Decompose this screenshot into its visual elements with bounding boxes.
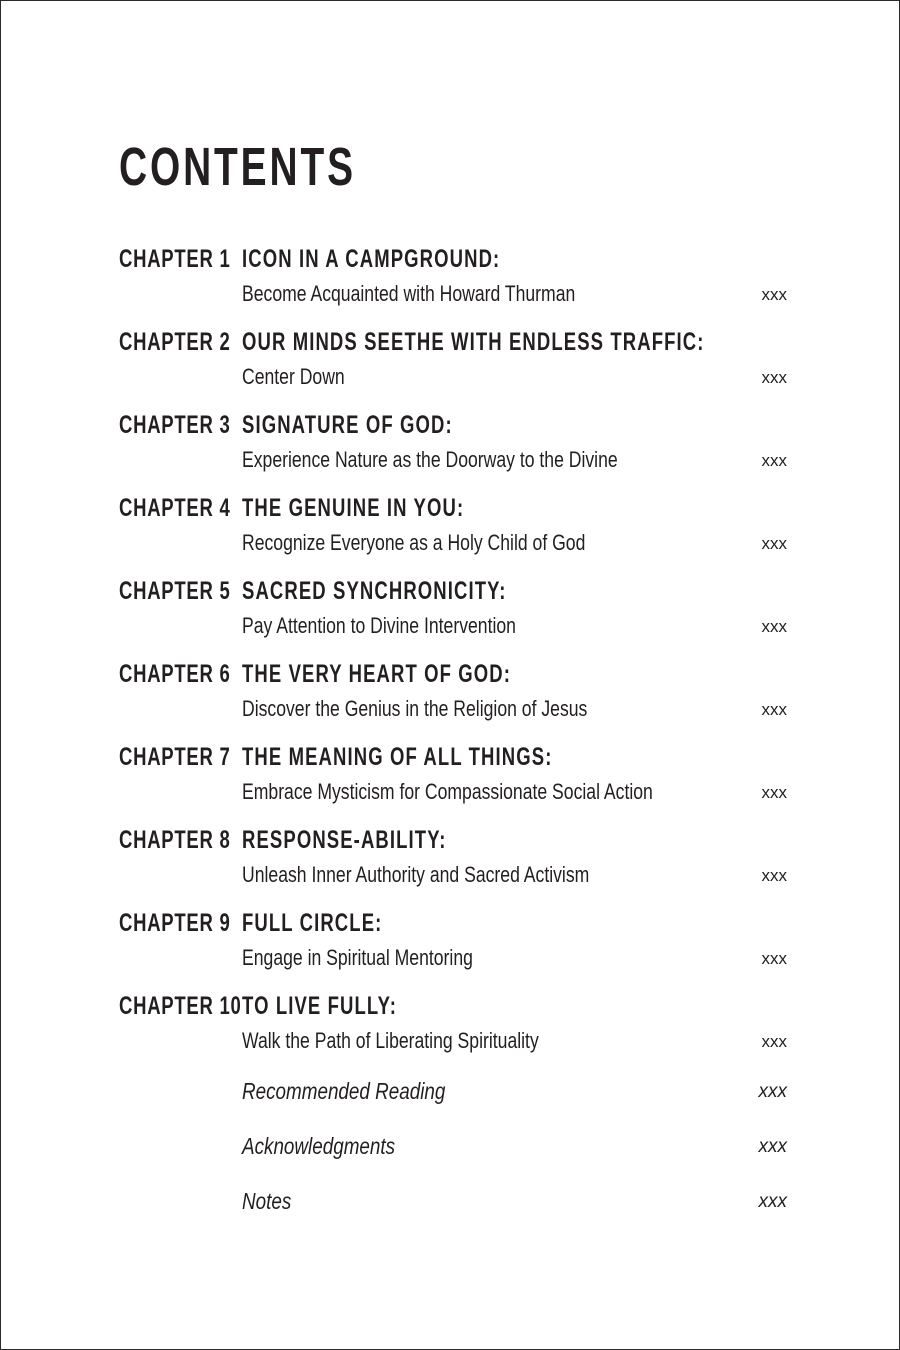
chapter-subtitle: Experience Nature as the Doorway to the Divine xyxy=(242,447,618,472)
toc-entry-chapter-4 xyxy=(119,492,791,575)
page-number: xxx xyxy=(758,1191,787,1212)
page-number: xxx xyxy=(761,534,787,553)
chapter-number: CHAPTER 9 xyxy=(119,909,231,937)
chapter-subtitle: Center Down xyxy=(242,364,345,389)
chapter-subtitle: Engage in Spiritual Mentoring xyxy=(242,945,473,970)
chapter-number: CHAPTER 3 xyxy=(119,411,231,439)
chapter-number: CHAPTER 5 xyxy=(119,577,231,605)
toc-entry-chapter-8 xyxy=(119,824,791,907)
toc-entry-chapter-3 xyxy=(119,409,791,492)
chapter-number: CHAPTER 1 xyxy=(119,245,231,273)
back-matter-title: Recommended Reading xyxy=(242,1078,446,1104)
toc-entry-chapter-10 xyxy=(119,990,791,1073)
chapter-title: RESPONSE-ABILITY: xyxy=(242,826,447,854)
chapter-number: CHAPTER 7 xyxy=(119,743,231,771)
back-matter-title: Notes xyxy=(242,1188,292,1214)
page-title: CONTENTS xyxy=(119,137,356,197)
page-number: xxx xyxy=(758,1136,787,1157)
chapter-title: FULL CIRCLE: xyxy=(242,909,383,937)
chapter-subtitle: Embrace Mysticism for Compassionate Social Action xyxy=(242,779,653,804)
toc-entry-chapter-5 xyxy=(119,575,791,658)
page-number: xxx xyxy=(761,949,787,968)
table-of-contents xyxy=(119,243,791,1241)
chapter-title: THE MEANING OF ALL THINGS: xyxy=(242,743,553,771)
toc-entry-recommended-reading xyxy=(119,1076,791,1131)
toc-entry-chapter-1 xyxy=(119,243,791,326)
chapter-number: CHAPTER 8 xyxy=(119,826,231,854)
toc-entry-chapter-6 xyxy=(119,658,791,741)
chapter-title: OUR MINDS SEETHE WITH ENDLESS TRAFFIC: xyxy=(242,328,705,356)
chapter-title: THE GENUINE IN YOU: xyxy=(242,494,465,522)
chapter-subtitle: Pay Attention to Divine Intervention xyxy=(242,613,516,638)
page-number: xxx xyxy=(758,1081,787,1102)
chapter-number: CHAPTER 2 xyxy=(119,328,231,356)
chapter-title: TO LIVE FULLY: xyxy=(242,992,397,1020)
page-number: xxx xyxy=(761,285,787,304)
chapter-number: CHAPTER 6 xyxy=(119,660,231,688)
page-number: xxx xyxy=(761,451,787,470)
chapter-title: SIGNATURE OF GOD: xyxy=(242,411,453,439)
chapter-title: SACRED SYNCHRONICITY: xyxy=(242,577,507,605)
back-matter-title: Acknowledgments xyxy=(242,1133,396,1159)
toc-entry-chapter-2 xyxy=(119,326,791,409)
chapter-number: CHAPTER 10 xyxy=(119,992,242,1020)
page-number: xxx xyxy=(761,866,787,885)
page-number: xxx xyxy=(761,783,787,802)
chapter-title: ICON IN A CAMPGROUND: xyxy=(242,245,501,273)
page-number: xxx xyxy=(761,700,787,719)
chapter-subtitle: Recognize Everyone as a Holy Child of God xyxy=(242,530,586,555)
toc-entry-chapter-9 xyxy=(119,907,791,990)
chapter-title: THE VERY HEART OF GOD: xyxy=(242,660,512,688)
page-number: xxx xyxy=(761,368,787,387)
page-number: xxx xyxy=(761,1032,787,1051)
chapter-subtitle: Discover the Genius in the Religion of Jesus xyxy=(242,696,588,721)
page-number: xxx xyxy=(761,617,787,636)
chapter-subtitle: Unleash Inner Authority and Sacred Activism xyxy=(242,862,590,887)
toc-entry-notes xyxy=(119,1186,791,1241)
toc-entry-acknowledgments xyxy=(119,1131,791,1186)
toc-entry-chapter-7 xyxy=(119,741,791,824)
chapter-subtitle: Walk the Path of Liberating Spirituality xyxy=(242,1028,539,1053)
chapter-subtitle: Become Acquainted with Howard Thurman xyxy=(242,281,576,306)
chapter-number: CHAPTER 4 xyxy=(119,494,231,522)
